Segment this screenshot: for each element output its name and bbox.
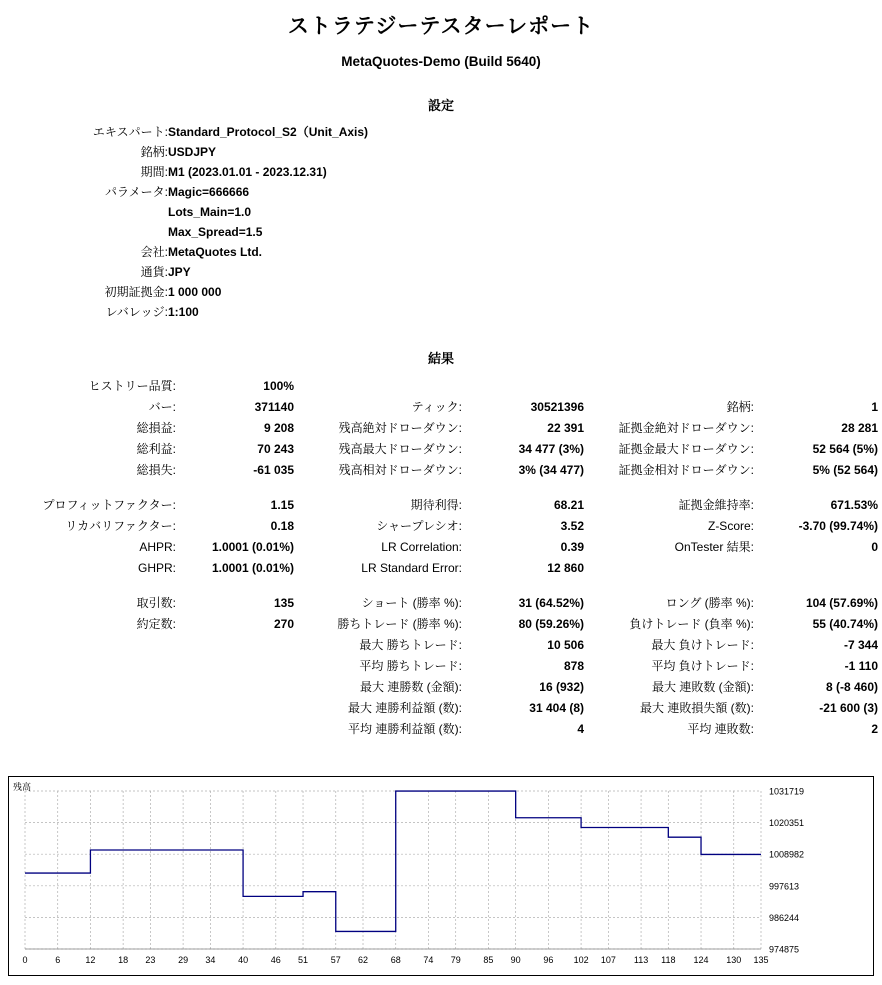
settings-value: Lots_Main=1.0 xyxy=(168,205,252,219)
result-value: 52 564 (5%) xyxy=(812,441,878,456)
table-row xyxy=(4,438,878,459)
settings-row xyxy=(0,302,882,322)
result-value: 2 xyxy=(871,721,878,736)
settings-row xyxy=(0,242,882,262)
settings-label: 通貨: xyxy=(140,265,168,279)
settings-label xyxy=(0,222,168,242)
result-value: 1.15 xyxy=(270,497,294,512)
result-value: -21 600 (3) xyxy=(819,700,878,715)
result-label: 証拠金維持率: xyxy=(678,497,754,512)
result-value xyxy=(754,375,878,396)
result-value: 671.53% xyxy=(830,497,878,512)
results-table xyxy=(4,375,878,739)
result-label: AHPR: xyxy=(139,539,176,554)
svg-text:107: 107 xyxy=(600,955,616,965)
result-value: 0 xyxy=(871,539,878,554)
settings-label: レバレッジ: xyxy=(105,305,168,319)
chart-canvas xyxy=(9,777,873,975)
result-label: バー: xyxy=(148,399,176,414)
result-label: 最大 連敗数 (金額): xyxy=(652,679,754,694)
result-value: -61 035 xyxy=(253,462,294,477)
table-row xyxy=(4,536,878,557)
table-row xyxy=(4,417,878,438)
result-label: リカバリファクター: xyxy=(65,518,176,533)
chart-title: 残高 xyxy=(13,782,32,792)
result-value: -3.70 (99.74%) xyxy=(798,518,878,533)
table-row xyxy=(4,697,878,718)
svg-text:74: 74 xyxy=(423,955,434,965)
page-title: ストラテジーテスターレポート xyxy=(287,15,595,38)
result-value: 10 506 xyxy=(547,637,584,652)
result-value: 31 404 (8) xyxy=(529,700,584,715)
settings-value: MetaQuotes Ltd. xyxy=(168,245,263,259)
result-value: 34 477 (3%) xyxy=(518,441,584,456)
table-row xyxy=(4,613,878,634)
result-value: 3% (34 477) xyxy=(518,462,584,477)
result-value: 12 860 xyxy=(547,560,584,575)
result-value xyxy=(176,676,294,697)
svg-text:130: 130 xyxy=(726,955,742,965)
settings-value: JPY xyxy=(168,265,191,279)
settings-label: 会社: xyxy=(140,245,168,259)
settings-table xyxy=(0,122,882,322)
table-row xyxy=(4,592,878,613)
result-value: 16 (932) xyxy=(539,679,584,694)
balance-chart xyxy=(8,776,874,976)
result-label: プロフィットファクター: xyxy=(42,497,176,512)
svg-text:68: 68 xyxy=(390,955,401,965)
result-value: 68.21 xyxy=(553,497,584,512)
table-row xyxy=(4,634,878,655)
result-label: 総利益: xyxy=(136,441,176,456)
result-value: 4 xyxy=(577,721,584,736)
result-value: 0.39 xyxy=(560,539,584,554)
svg-text:124: 124 xyxy=(693,955,709,965)
svg-text:118: 118 xyxy=(661,955,676,965)
result-label: 負けトレード (負率 %): xyxy=(629,616,754,631)
result-label: 残高最大ドローダウン: xyxy=(338,441,462,456)
result-label: 最大 勝ちトレード: xyxy=(359,637,462,652)
svg-text:18: 18 xyxy=(118,955,129,965)
svg-text:40: 40 xyxy=(238,955,249,965)
settings-row xyxy=(0,162,882,182)
table-row xyxy=(4,515,878,536)
result-label: 最大 負けトレード: xyxy=(651,637,754,652)
result-label xyxy=(584,375,754,396)
table-row xyxy=(4,375,878,396)
result-label xyxy=(4,718,176,739)
svg-text:57: 57 xyxy=(330,955,341,965)
svg-text:1020351: 1020351 xyxy=(769,818,805,829)
result-label: 最大 連敗損失額 (数): xyxy=(640,700,754,715)
result-label: 約定数: xyxy=(136,616,176,631)
result-label xyxy=(4,655,176,676)
settings-value: M1 (2023.01.01 - 2023.12.31) xyxy=(168,165,327,179)
result-value: 22 391 xyxy=(547,420,584,435)
result-value: -1 110 xyxy=(844,658,878,673)
settings-row xyxy=(0,182,882,202)
result-label: 勝ちトレード (勝率 %): xyxy=(337,616,462,631)
settings-label: 銘柄: xyxy=(140,145,168,159)
result-label: 期待利得: xyxy=(410,497,462,512)
settings-value: 1 000 000 xyxy=(168,285,222,299)
result-label: OnTester 結果: xyxy=(674,539,754,554)
result-label: 平均 連敗数: xyxy=(687,721,754,736)
result-label: 証拠金絶対ドローダウン: xyxy=(618,420,754,435)
result-label: ティック: xyxy=(411,399,462,414)
result-value: 55 (40.74%) xyxy=(812,616,878,631)
svg-text:0: 0 xyxy=(22,955,28,965)
svg-text:986244: 986244 xyxy=(769,912,800,923)
result-label: 証拠金相対ドローダウン: xyxy=(618,462,754,477)
result-value: 30521396 xyxy=(530,399,584,414)
table-row xyxy=(4,676,878,697)
settings-value: Standard_Protocol_S2（Unit_Axis) xyxy=(168,125,369,139)
settings-label: 期間: xyxy=(140,165,168,179)
result-value: 31 (64.52%) xyxy=(518,595,584,610)
table-row xyxy=(4,557,878,578)
svg-text:51: 51 xyxy=(298,955,309,965)
result-label: ショート (勝率 %): xyxy=(361,595,462,610)
page-subtitle: MetaQuotes-Demo (Build 5640) xyxy=(341,54,541,69)
result-value: 9 208 xyxy=(263,420,294,435)
result-label: シャープレシオ: xyxy=(376,518,462,533)
result-value: 8 (-8 460) xyxy=(825,679,878,694)
settings-row xyxy=(0,142,882,162)
result-value: 100% xyxy=(263,378,294,393)
result-label xyxy=(4,634,176,655)
settings-row xyxy=(0,282,882,302)
settings-row xyxy=(0,122,882,142)
result-label: LR Standard Error: xyxy=(361,560,462,575)
result-value xyxy=(176,697,294,718)
settings-label: 初期証拠金: xyxy=(104,285,168,299)
result-value xyxy=(754,557,878,578)
svg-text:997613: 997613 xyxy=(769,881,800,892)
settings-label: エキスパート: xyxy=(92,125,168,139)
settings-heading: 設定 xyxy=(427,98,454,113)
table-row xyxy=(4,655,878,676)
result-value: 1.0001 (0.01%) xyxy=(211,560,294,575)
row-spacer xyxy=(4,480,878,494)
result-value xyxy=(462,375,584,396)
result-label: 平均 勝ちトレード: xyxy=(359,658,462,673)
svg-text:46: 46 xyxy=(270,955,281,965)
result-value: 270 xyxy=(273,616,294,631)
result-value: 1 xyxy=(871,399,878,414)
result-label xyxy=(584,557,754,578)
result-label xyxy=(294,375,462,396)
result-label: 残高絶対ドローダウン: xyxy=(338,420,462,435)
table-row xyxy=(4,718,878,739)
svg-text:96: 96 xyxy=(543,955,554,965)
result-label: 平均 負けトレード: xyxy=(651,658,754,673)
result-value xyxy=(176,655,294,676)
result-value: 80 (59.26%) xyxy=(518,616,584,631)
table-row xyxy=(4,494,878,515)
settings-value: 1:100 xyxy=(168,305,199,319)
result-value xyxy=(176,634,294,655)
result-value: 70 243 xyxy=(257,441,294,456)
settings-value: Magic=666666 xyxy=(168,185,250,199)
result-label: LR Correlation: xyxy=(381,539,462,554)
svg-text:90: 90 xyxy=(510,955,521,965)
result-value: 28 281 xyxy=(841,420,878,435)
settings-row xyxy=(0,262,882,282)
svg-text:62: 62 xyxy=(358,955,369,965)
svg-text:29: 29 xyxy=(178,955,189,965)
result-label: 総損益: xyxy=(136,420,176,435)
result-label: 銘柄: xyxy=(726,399,754,414)
svg-text:974875: 974875 xyxy=(769,944,800,955)
svg-text:113: 113 xyxy=(633,955,649,965)
results-heading: 結果 xyxy=(427,351,454,366)
result-label: 平均 連勝利益額 (数): xyxy=(348,721,462,736)
svg-text:85: 85 xyxy=(483,955,494,965)
strategy-tester-report-page xyxy=(0,10,882,985)
result-value: 5% (52 564) xyxy=(812,462,878,477)
result-label: 残高相対ドローダウン: xyxy=(338,462,462,477)
settings-value: USDJPY xyxy=(168,145,217,159)
svg-text:1031719: 1031719 xyxy=(769,786,805,797)
result-label: Z-Score: xyxy=(707,518,754,533)
svg-text:12: 12 xyxy=(85,955,96,965)
result-label: 証拠金最大ドローダウン: xyxy=(618,441,754,456)
settings-row xyxy=(0,202,882,222)
result-label xyxy=(4,697,176,718)
result-value: 1.0001 (0.01%) xyxy=(211,539,294,554)
footer-bar xyxy=(0,976,882,985)
svg-text:102: 102 xyxy=(573,955,589,965)
svg-text:23: 23 xyxy=(145,955,156,965)
result-value: 878 xyxy=(563,658,584,673)
svg-text:34: 34 xyxy=(205,955,216,965)
result-value: 0.18 xyxy=(270,518,294,533)
settings-label xyxy=(0,202,168,222)
result-value: 104 (57.69%) xyxy=(805,595,878,610)
svg-text:79: 79 xyxy=(450,955,461,965)
result-label: GHPR: xyxy=(137,560,176,575)
settings-value: Max_Spread=1.5 xyxy=(168,225,263,239)
svg-text:135: 135 xyxy=(753,955,769,965)
result-value: 3.52 xyxy=(560,518,584,533)
svg-text:6: 6 xyxy=(55,955,61,965)
result-value: 135 xyxy=(273,595,294,610)
svg-text:1008982: 1008982 xyxy=(769,849,805,860)
result-value: 371140 xyxy=(254,399,294,414)
result-value: -7 344 xyxy=(843,637,878,652)
result-label: ロング (勝率 %): xyxy=(665,595,754,610)
result-label: 取引数: xyxy=(136,595,176,610)
row-spacer xyxy=(4,578,878,592)
result-label: 最大 連勝利益額 (数): xyxy=(348,700,462,715)
settings-row xyxy=(0,222,882,242)
result-label: 最大 連勝数 (金額): xyxy=(360,679,462,694)
table-row xyxy=(4,396,878,417)
result-label xyxy=(4,676,176,697)
table-row xyxy=(4,459,878,480)
settings-label: パラメータ: xyxy=(105,185,168,199)
result-label: 総損失: xyxy=(136,462,176,477)
result-label: ヒストリー品質: xyxy=(88,378,176,393)
result-value xyxy=(176,718,294,739)
